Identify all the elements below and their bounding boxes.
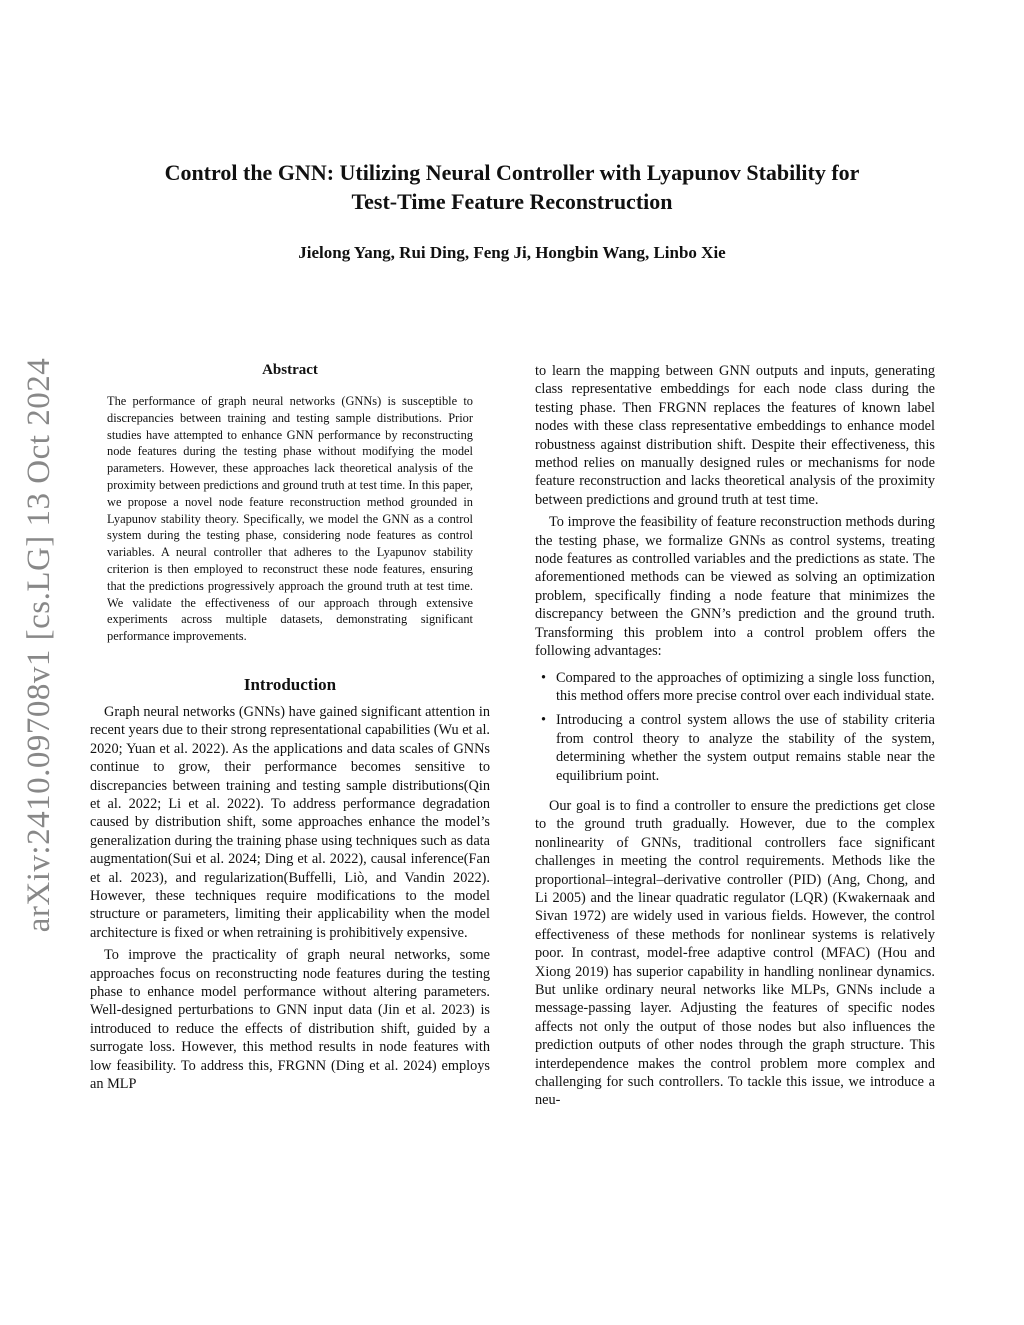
bullet-mark: • — [541, 712, 547, 729]
left-column — [90, 362, 490, 1093]
intro-paragraph-2: To improve the practicality of graph neural networks, some approaches focus on reconstructing node features during the testing phase to enhance model performance without altering parameters. Well-designed perturbations to GNN input data (Jin et al. 2023) is introduced to reduce the effects of distribution shift, guided by a surrogate loss. However, this method results in node features with low feasibility. To address this, FRGNN (Ding et al. 2024) employs an MLP — [90, 947, 490, 1093]
intro-paragraph-1: Graph neural networks (GNNs) have gained significant attention in recent years due to their strong representational capabilities (Wu et al. 2020; Yuan et al. 2022). As the applications and data scales of GNNs continue to grow, their performance becomes sensitive to discrepancies between training and testing sample distributions(Qin et al. 2022; Li et al. 2022). To address performance degradation caused by distribution shift, some approaches enhance the model’s generalization during the training phase using techniques such as data augmentation(Sui et al. 2024; Ding et al. 2022), causal inference(Fan et al. 2023), and regularization(Buffelli, Liò, and Vandin 2022). However, these techniques require modifications to the model structure or parameters, limiting their applicability when the model architecture is fixed or when retraining is prohibitively expensive. — [90, 703, 490, 941]
paper-title — [90, 158, 934, 216]
list-item — [535, 669, 935, 706]
introduction-heading: Introduction — [243, 674, 337, 694]
intro-paragraph-5: Our goal is to find a controller to ensure the predictions get close to the ground truth gradually. However, due to the complex nonlinearity of GNNs, traditional controllers face significant challenges in meeting the control requirements. Methods like the proportional–integral–derivative controller (PID) (Ang, Chong, and Li 2005) and the linear quadratic regulator (LQR) (Kwakernaak and Sivan 1972) are widely used in various fields. However, the control effectiveness of these methods for nonlinear systems is relatively poor. In contrast, model-free adaptive control (MFAC) (Hou and Xiong 2019) has superior capability in handling nonlinear dynamics. But unlike ordinary neural networks like MLPs, GNNs include a message-passing layer. Adjusting the features of specific nodes affects not only the output of those nodes but also influences the prediction outputs of other nodes through the graph structure. This interdependence makes the control problem more complex and challenging for such controllers. To tackle this issue, we introduce a neu- — [535, 797, 935, 1109]
right-column — [535, 362, 935, 1110]
abstract-section — [107, 362, 473, 645]
list-item — [535, 711, 935, 785]
bullet-mark: • — [541, 669, 547, 686]
arxiv-stamp: arXiv:2410.09708v1 [cs.LG] 13 Oct 2024 — [21, 357, 57, 933]
advantages-list — [535, 669, 935, 785]
list-item-text: Introducing a control system allows the use of stability criteria from control theory to analyze the stability of the system, determining whether the system output remains stable near the equilibrium point. — [556, 712, 935, 784]
list-item-text: Compared to the approaches of optimizing a single loss function, this method offers more precise control over each individual state. — [556, 669, 935, 704]
title-line-1: Control the GNN: Utilizing Neural Controller with Lyapunov Stability for — [164, 160, 860, 185]
abstract-text: The performance of graph neural networks (GNNs) is susceptible to discrepancies between training and testing sample distributions. Prior studies have attempted to enhance GNN performance by reconstructing node features during the testing phase without modifying the model parameters. However, these approaches lack theoretical analysis of the proximity between predictions and ground truth at test time. In this paper, we propose a novel node feature reconstruction method grounded in Lyapunov stability theory. Specifically, we model the GNN as a control system during the testing phase, considering node features as control variables. A neural controller that adheres to the Lyapunov stability criterion is then employed to reconstruct these node features, ensuring that the predictions progressively approach the ground truth at test time. We validate the effectiveness of our approach through extensive experiments across multiple datasets, demonstrating significant performance improvements. — [107, 394, 473, 644]
intro-paragraph-3: to learn the mapping between GNN outputs and inputs, generating class representative embeddings for each node class during the testing phase. Then FRGNN replaces the features of known label nodes with these class representative embeddings to enhance model robustness against distribution shift. Despite their effectiveness, this method relies on manually designed rules or mechanisms for node feature reconstruction and lacks theoretical analysis of the proximity between predictions and ground truth at test time. — [535, 363, 935, 508]
intro-paragraph-4: To improve the feasibility of feature reconstruction methods during the testing phase, we formalize GNNs as control systems, treating node features as controlled variables and the predictions as state. The aforementioned methods can be viewed as solving an optimization problem, specifically finding a node feature that minimizes the discrepancy between the GNN’s prediction and the ground truth. Transforming this problem into a control problem offers the following advantages: — [535, 514, 935, 660]
title-line-2: Test-Time Feature Reconstruction — [351, 189, 673, 214]
abstract-heading: Abstract — [262, 362, 318, 378]
author-list: Jielong Yang, Rui Ding, Feng Ji, Hongbin Wang, Linbo Xie — [298, 243, 726, 262]
